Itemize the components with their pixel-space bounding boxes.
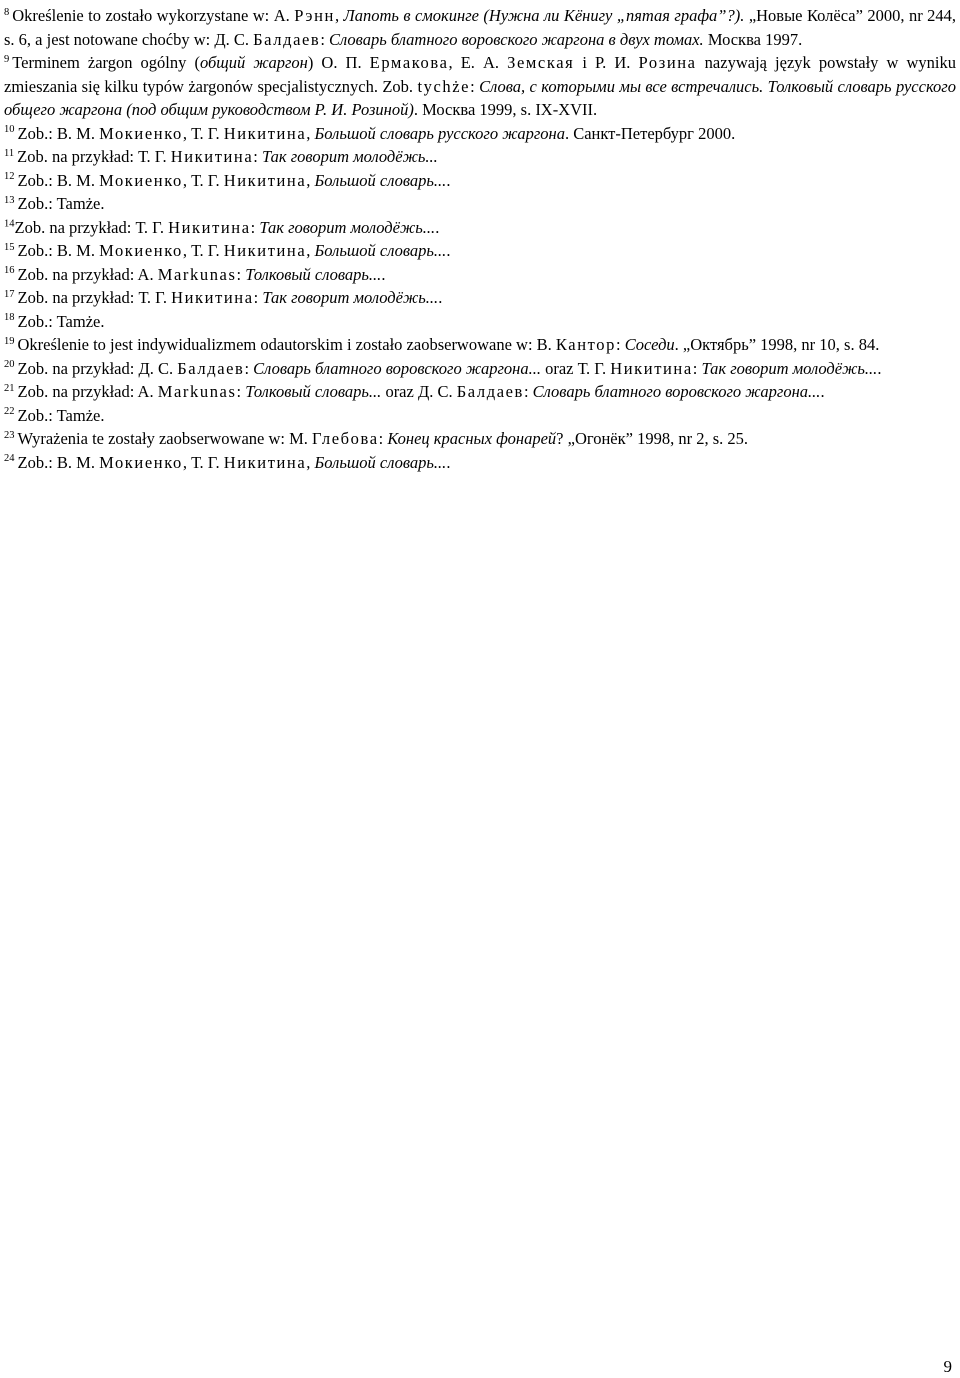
footnote-20: [4, 357, 956, 381]
footnote-text: :: [523, 382, 533, 401]
footnote-text: .: [877, 358, 882, 378]
footnote-title-italic: общий жаргон: [199, 53, 308, 72]
footnote-text: Zob. na przykład: Т. Г.: [14, 217, 169, 237]
footnote-text: Zob.: В. М.: [17, 170, 100, 190]
footnote-author-name: Никитина: [168, 217, 251, 237]
footnote-title-italic: Так говорит молодёжь...: [701, 358, 878, 378]
footnote-text: Określenie to jest indywidualizmem odautorskim i zostało zaobserwowane w: В.: [17, 335, 556, 354]
footnote-11: [4, 145, 956, 169]
footnote-number: 11: [4, 147, 15, 159]
footnote-number: 20: [4, 359, 15, 370]
footnote-text: Zob. na przykład: A.: [17, 264, 158, 284]
footnote-author-name: Никитина: [171, 288, 254, 307]
footnote-number: 8: [4, 6, 10, 18]
footnote-text: „Новые Колёса” 2000, nr 244, s. 6, a jest notowane choćby w: Д. С.: [4, 6, 957, 49]
footnote-text: ,: [306, 241, 315, 260]
footnote-17: [4, 286, 956, 310]
footnote-8: [4, 4, 956, 51]
footnote-number: 24: [4, 453, 15, 464]
footnote-number: 18: [4, 312, 15, 323]
footnote-text: :: [615, 335, 625, 354]
footnote-10: [4, 122, 956, 146]
footnote-title-italic: Соседи: [624, 335, 675, 354]
footnote-text: . Москва 1999, s. IX-XVII.: [413, 100, 598, 119]
footnote-author-name: Ермакова: [369, 53, 449, 72]
footnote-author-name: Мокиенко: [99, 241, 183, 260]
footnote-text: Zob.: В. М.: [17, 123, 100, 143]
footnote-author-name: Розина: [638, 53, 697, 72]
footnote-text: .: [381, 264, 386, 284]
footnote-text: Zob.: Tamże.: [17, 194, 105, 213]
footnote-text: :: [470, 76, 480, 96]
footnote-title-italic: Конец красных фонарей: [387, 429, 557, 448]
footnote-text: Zob.: В. М.: [17, 452, 100, 472]
footnote-text: .: [446, 241, 451, 260]
footnote-number: 15: [4, 241, 15, 253]
footnote-author-name: Балдаев: [177, 358, 245, 378]
footnote-text: , Т. Г.: [182, 123, 224, 143]
footnote-text: :: [236, 264, 246, 284]
footnote-author-name: Мокиенко: [99, 123, 183, 143]
footnote-23: [4, 427, 956, 451]
footnote-text: Wyrażenia te zostały zaobserwowane w: М.: [17, 429, 313, 448]
footnote-text: .: [820, 382, 825, 401]
footnote-author-name: Мокиенко: [99, 452, 183, 472]
footnote-title-italic: Так говорит молодёжь...: [262, 288, 439, 307]
footnote-text: :: [244, 358, 254, 378]
footnote-9: [4, 51, 956, 122]
footnote-title-italic: Большой словарь...: [314, 170, 447, 190]
footnote-author-name: Markunas: [157, 264, 237, 284]
footnote-text: ,: [306, 123, 315, 143]
footnote-22: [4, 404, 956, 428]
footnote-title-italic: Толковый словарь...: [245, 264, 382, 284]
footnote-21: [4, 380, 956, 404]
footnotes-section: [4, 4, 956, 474]
footnote-text: :: [378, 429, 388, 448]
footnote-text: ,: [306, 452, 315, 472]
footnote-author-name: Кантор: [555, 335, 616, 354]
footnote-text: .: [446, 452, 451, 472]
footnote-text: .: [446, 170, 451, 190]
footnote-title-italic: Так говорит молодёжь...: [259, 217, 436, 237]
footnote-author-name: Никитина: [610, 358, 693, 378]
footnote-number: 16: [4, 265, 15, 276]
footnote-title-italic: Большой словарь русского жаргона: [314, 123, 565, 143]
footnote-title-italic: Словарь блатного воровского жаргона в двух томах.: [329, 29, 704, 49]
footnote-title-italic: Слова, с которыми мы все встречались. Толковый словарь русского общего жаргона (под общим руководством Р. И. Розиной): [4, 76, 956, 119]
footnote-author-name: Никитина: [223, 123, 307, 143]
footnote-text: nazywają język powstały w wyniku zmieszania się kilku typów żargonów specjalistycznych. Zob.: [4, 53, 956, 96]
footnote-text: oraz Т. Г.: [540, 358, 611, 378]
footnote-author-name: Земская: [507, 53, 575, 72]
footnote-text: , Т. Г.: [182, 241, 224, 260]
footnote-title-italic: Лапоть в смокинге (Нужна ли Кёнигу „пятая графа”?).: [343, 6, 745, 25]
footnote-text: , Т. Г.: [182, 452, 224, 472]
footnote-author-name: Markunas: [157, 382, 237, 401]
footnote-text: Zob.: В. М.: [17, 241, 100, 260]
footnote-text: :: [692, 358, 702, 378]
footnote-text: . „Октябрь” 1998, nr 10, s. 84.: [674, 335, 880, 354]
footnote-author-name: tychże: [417, 76, 471, 96]
footnote-author-name: Никитина: [223, 170, 307, 190]
footnote-number: 22: [4, 406, 15, 417]
footnote-number: 9: [4, 53, 10, 65]
footnote-author-name: Глебова: [312, 429, 379, 448]
footnote-author-name: Никитина: [170, 147, 254, 166]
footnote-text: Określenie to zostało wykorzystane w: А.: [12, 6, 295, 25]
footnote-text: Zob. na przykład: Т. Г.: [17, 147, 171, 166]
footnote-text: .: [435, 217, 440, 237]
footnote-title-italic: Большой словарь...: [314, 241, 447, 260]
footnote-text: ,: [334, 6, 344, 25]
footnote-author-name: Никитина: [223, 241, 307, 260]
footnote-number: 10: [4, 124, 15, 135]
footnote-number: 21: [4, 382, 15, 394]
footnote-text: Terminem żargon ogólny (: [12, 53, 200, 72]
footnote-text: ? „Огонёк” 1998, nr 2, s. 25.: [556, 429, 749, 448]
footnote-title-italic: Словарь блатного воровского жаргона...: [532, 382, 821, 401]
footnote-number: 14: [4, 218, 15, 229]
footnote-title-italic: Толковый словарь...: [245, 382, 382, 401]
footnote-24: [4, 451, 956, 475]
footnote-number: 12: [4, 171, 15, 182]
footnote-text: . Санкт-Петербург 2000.: [564, 123, 736, 143]
footnote-18: [4, 310, 956, 334]
footnote-number: 17: [4, 288, 15, 300]
footnote-text: Москва 1997.: [703, 29, 803, 49]
footnote-text: Zob. na przykład: A.: [17, 382, 158, 401]
footnote-title-italic: Так говорит молодёжь...: [262, 147, 438, 166]
footnote-text: , Т. Г.: [182, 170, 224, 190]
footnote-text: ,: [306, 170, 315, 190]
footnote-text: Zob.: Tamże.: [17, 405, 105, 425]
footnote-author-name: Балдаев: [253, 29, 321, 49]
footnote-14: [4, 216, 956, 240]
footnote-text: ) О. П.: [307, 53, 370, 72]
footnote-19: [4, 333, 956, 357]
footnote-author-name: Балдаев: [456, 382, 524, 401]
footnote-number: 19: [4, 335, 15, 347]
footnote-text: Zob. na przykład: Д. С.: [17, 358, 178, 378]
footnote-author-name: Рэнн: [294, 6, 335, 25]
footnote-text: Zob.: Tamże.: [17, 311, 105, 331]
footnote-text: :: [236, 382, 246, 401]
page-number: 9: [943, 1357, 952, 1376]
footnote-text: :: [250, 217, 260, 237]
footnote-number: 23: [4, 429, 15, 441]
footnote-title-italic: Словарь блатного воровского жаргона...: [253, 358, 541, 378]
footnote-text: oraz Д. С.: [381, 382, 457, 401]
footnote-13: [4, 192, 956, 216]
footnote-title-italic: Большой словарь...: [314, 452, 447, 472]
footnote-author-name: Мокиенко: [99, 170, 183, 190]
footnote-author-name: Никитина: [223, 452, 307, 472]
footnote-12: [4, 169, 956, 193]
footnote-text: :: [253, 147, 263, 166]
footnote-15: [4, 239, 956, 263]
footnote-number: 13: [4, 194, 15, 206]
footnote-text: :: [320, 29, 330, 49]
footnote-text: Zob. na przykład: Т. Г.: [17, 288, 172, 307]
footnote-text: i Р. И.: [574, 53, 639, 72]
footnote-text: .: [438, 288, 443, 307]
footnote-text: :: [253, 288, 263, 307]
footnote-16: [4, 263, 956, 287]
footnote-text: , Е. А.: [448, 53, 508, 72]
